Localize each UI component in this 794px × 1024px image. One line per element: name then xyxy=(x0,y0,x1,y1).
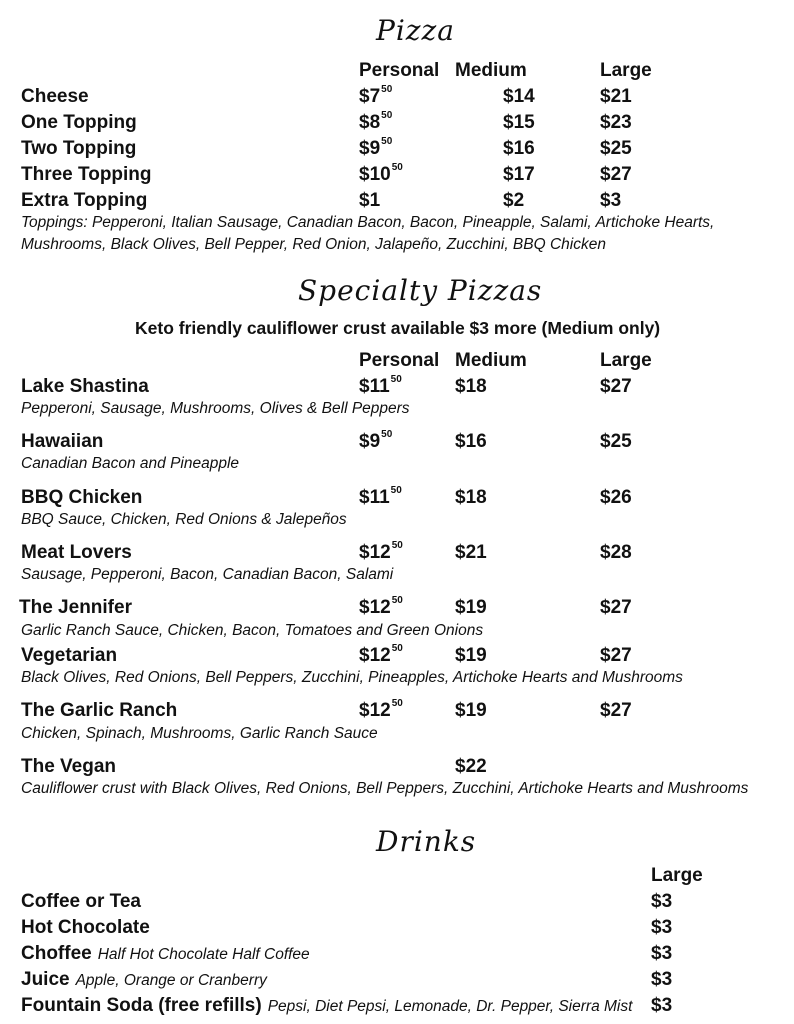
toppings-line-2: Mushrooms, Black Olives, Bell Pepper, Red Onion, Jalapeño, Zucchini, BBQ Chicken xyxy=(21,236,606,253)
pizza-row-name: Extra Topping xyxy=(21,190,148,211)
drink-item xyxy=(21,995,632,1017)
specialty-item-medium-price: $16 xyxy=(455,431,487,452)
drink-item-name: Hot Chocolate xyxy=(21,917,150,938)
pizza-row-personal-price: $\$7^{50}$ xyxy=(359,84,393,107)
specialty-item-large-price: $26 xyxy=(600,487,632,508)
specialty-item-medium-price: $21 xyxy=(455,542,487,563)
pizza-row-large-price: $23 xyxy=(600,112,632,133)
specialty-item-personal-price: $\$12^{50}$ xyxy=(359,595,403,618)
specialty-item-desc: Sausage, Pepperoni, Bacon, Canadian Bacon, Salami xyxy=(21,566,394,583)
drink-item xyxy=(21,969,267,991)
specialty-item-desc: Canadian Bacon and Pineapple xyxy=(21,455,240,472)
specialty-item-name: Hawaiian xyxy=(21,431,104,452)
specialty-item-desc: Garlic Ranch Sauce, Chicken, Bacon, Tomatoes and Green Onions xyxy=(21,622,484,639)
specialty-item-large-price: $25 xyxy=(600,431,632,452)
specialty-item-personal-price: $\$9^{50}$ xyxy=(359,429,393,452)
specialty-item-desc: Cauliflower crust with Black Olives, Red Onions, Bell Peppers, Zucchini, Artichoke Hearts and Mushrooms xyxy=(21,780,749,797)
pizza-row-large-price: $21 xyxy=(600,86,632,107)
specialty-item-medium-price: $19 xyxy=(455,597,487,618)
pizza-row-name: One Topping xyxy=(21,112,137,133)
drink-item-price: $3 xyxy=(651,995,673,1016)
pizza-row-name: Cheese xyxy=(21,86,89,107)
pizza-row-large-price: $25 xyxy=(600,138,632,159)
drink-item-price: $3 xyxy=(651,969,673,990)
drink-item-name: Juice xyxy=(21,969,70,990)
specialty-item-personal-price: $\$11^{50}$ xyxy=(359,374,402,397)
drink-item-name: Coffee or Tea xyxy=(21,891,142,912)
drink-item-price: $3 xyxy=(651,943,673,964)
specialty-item-large-price: $27 xyxy=(600,376,632,397)
specialty-item-personal-price: $\$11^{50}$ xyxy=(359,485,402,508)
specialty-item-desc: BBQ Sauce, Chicken, Red Onions & Jalepeños xyxy=(21,511,347,528)
specialty-col-personal: Personal xyxy=(359,350,440,371)
specialty-item-name: BBQ Chicken xyxy=(21,487,143,508)
specialty-item-name: The Jennifer xyxy=(19,597,132,618)
specialty-heading: Specialty Pizzas xyxy=(298,274,543,307)
drinks-heading: Drinks xyxy=(376,825,477,858)
specialty-col-medium: Medium xyxy=(455,350,527,371)
drink-item-price: $3 xyxy=(651,917,673,938)
pizza-col-medium: Medium xyxy=(455,60,527,81)
drink-item-name: Fountain Soda (free refills) xyxy=(21,995,262,1016)
drink-item xyxy=(21,917,150,939)
pizza-row-personal-price: $\$8^{50}$ xyxy=(359,110,393,133)
specialty-item-medium-price: $18 xyxy=(455,376,487,397)
specialty-item-name: The Garlic Ranch xyxy=(21,700,178,721)
specialty-item-medium-price: $19 xyxy=(455,645,487,666)
drink-item xyxy=(21,891,141,913)
specialty-item-large-price: $27 xyxy=(600,645,632,666)
pizza-row-medium-price: $17 xyxy=(503,164,535,185)
toppings-line-1: Toppings: Pepperoni, Italian Sausage, Canadian Bacon, Bacon, Pineapple, Salami, Artichoke Hearts, xyxy=(21,214,715,231)
drink-item-desc: Apple, Orange or Cranberry xyxy=(75,972,267,989)
specialty-item-name: Lake Shastina xyxy=(21,376,149,397)
specialty-item-personal-price: $\$12^{50}$ xyxy=(359,540,403,563)
drinks-col-large: Large xyxy=(651,865,703,886)
pizza-row-name: Three Topping xyxy=(21,164,152,185)
pizza-row-large-price: $27 xyxy=(600,164,632,185)
specialty-item-desc: Pepperoni, Sausage, Mushrooms, Olives & Bell Peppers xyxy=(21,400,410,417)
specialty-item-large-price: $28 xyxy=(600,542,632,563)
specialty-item-personal-price: $\$12^{50}$ xyxy=(359,698,403,721)
specialty-item-large-price: $27 xyxy=(600,700,632,721)
pizza-col-personal: Personal xyxy=(359,60,440,81)
specialty-item-desc: Black Olives, Red Onions, Bell Peppers, Zucchini, Pineapples, Artichoke Hearts and Mushrooms xyxy=(21,669,683,686)
specialty-item-medium-price: $18 xyxy=(455,487,487,508)
specialty-item-name: Meat Lovers xyxy=(21,542,132,563)
specialty-item-large-price: $27 xyxy=(600,597,632,618)
specialty-item-name: Vegetarian xyxy=(21,645,118,666)
pizza-heading: Pizza xyxy=(376,14,455,47)
specialty-item-desc: Chicken, Spinach, Mushrooms, Garlic Ranch Sauce xyxy=(21,725,378,742)
pizza-row-personal-price: $\$9^{50}$ xyxy=(359,136,393,159)
pizza-row-personal-price: $\$10^{50}$ xyxy=(359,162,403,185)
specialty-col-large: Large xyxy=(600,350,652,371)
drink-item-desc: Half Hot Chocolate Half Coffee xyxy=(97,946,310,963)
drink-item-name: Choffee xyxy=(21,943,92,964)
specialty-item-name: The Vegan xyxy=(21,756,117,777)
keto-note: Keto friendly cauliflower crust available $3 more (Medium only) xyxy=(135,318,661,338)
pizza-col-large: Large xyxy=(600,60,652,81)
drink-item-price: $3 xyxy=(651,891,673,912)
pizza-row-medium-price: $2 xyxy=(503,190,525,211)
pizza-row-large-price: $3 xyxy=(600,190,622,211)
pizza-row-medium-price: $15 xyxy=(503,112,535,133)
pizza-row-personal-price: $1 xyxy=(359,190,381,211)
specialty-item-medium-price: $22 xyxy=(455,756,487,777)
drink-item xyxy=(21,943,310,965)
pizza-row-name: Two Topping xyxy=(21,138,137,159)
drink-item-desc: Pepsi, Diet Pepsi, Lemonade, Dr. Pepper, Sierra Mist xyxy=(267,998,633,1015)
pizza-row-medium-price: $16 xyxy=(503,138,535,159)
specialty-item-personal-price: $\$12^{50}$ xyxy=(359,643,403,666)
specialty-item-medium-price: $19 xyxy=(455,700,487,721)
pizza-row-medium-price: $14 xyxy=(503,86,535,107)
